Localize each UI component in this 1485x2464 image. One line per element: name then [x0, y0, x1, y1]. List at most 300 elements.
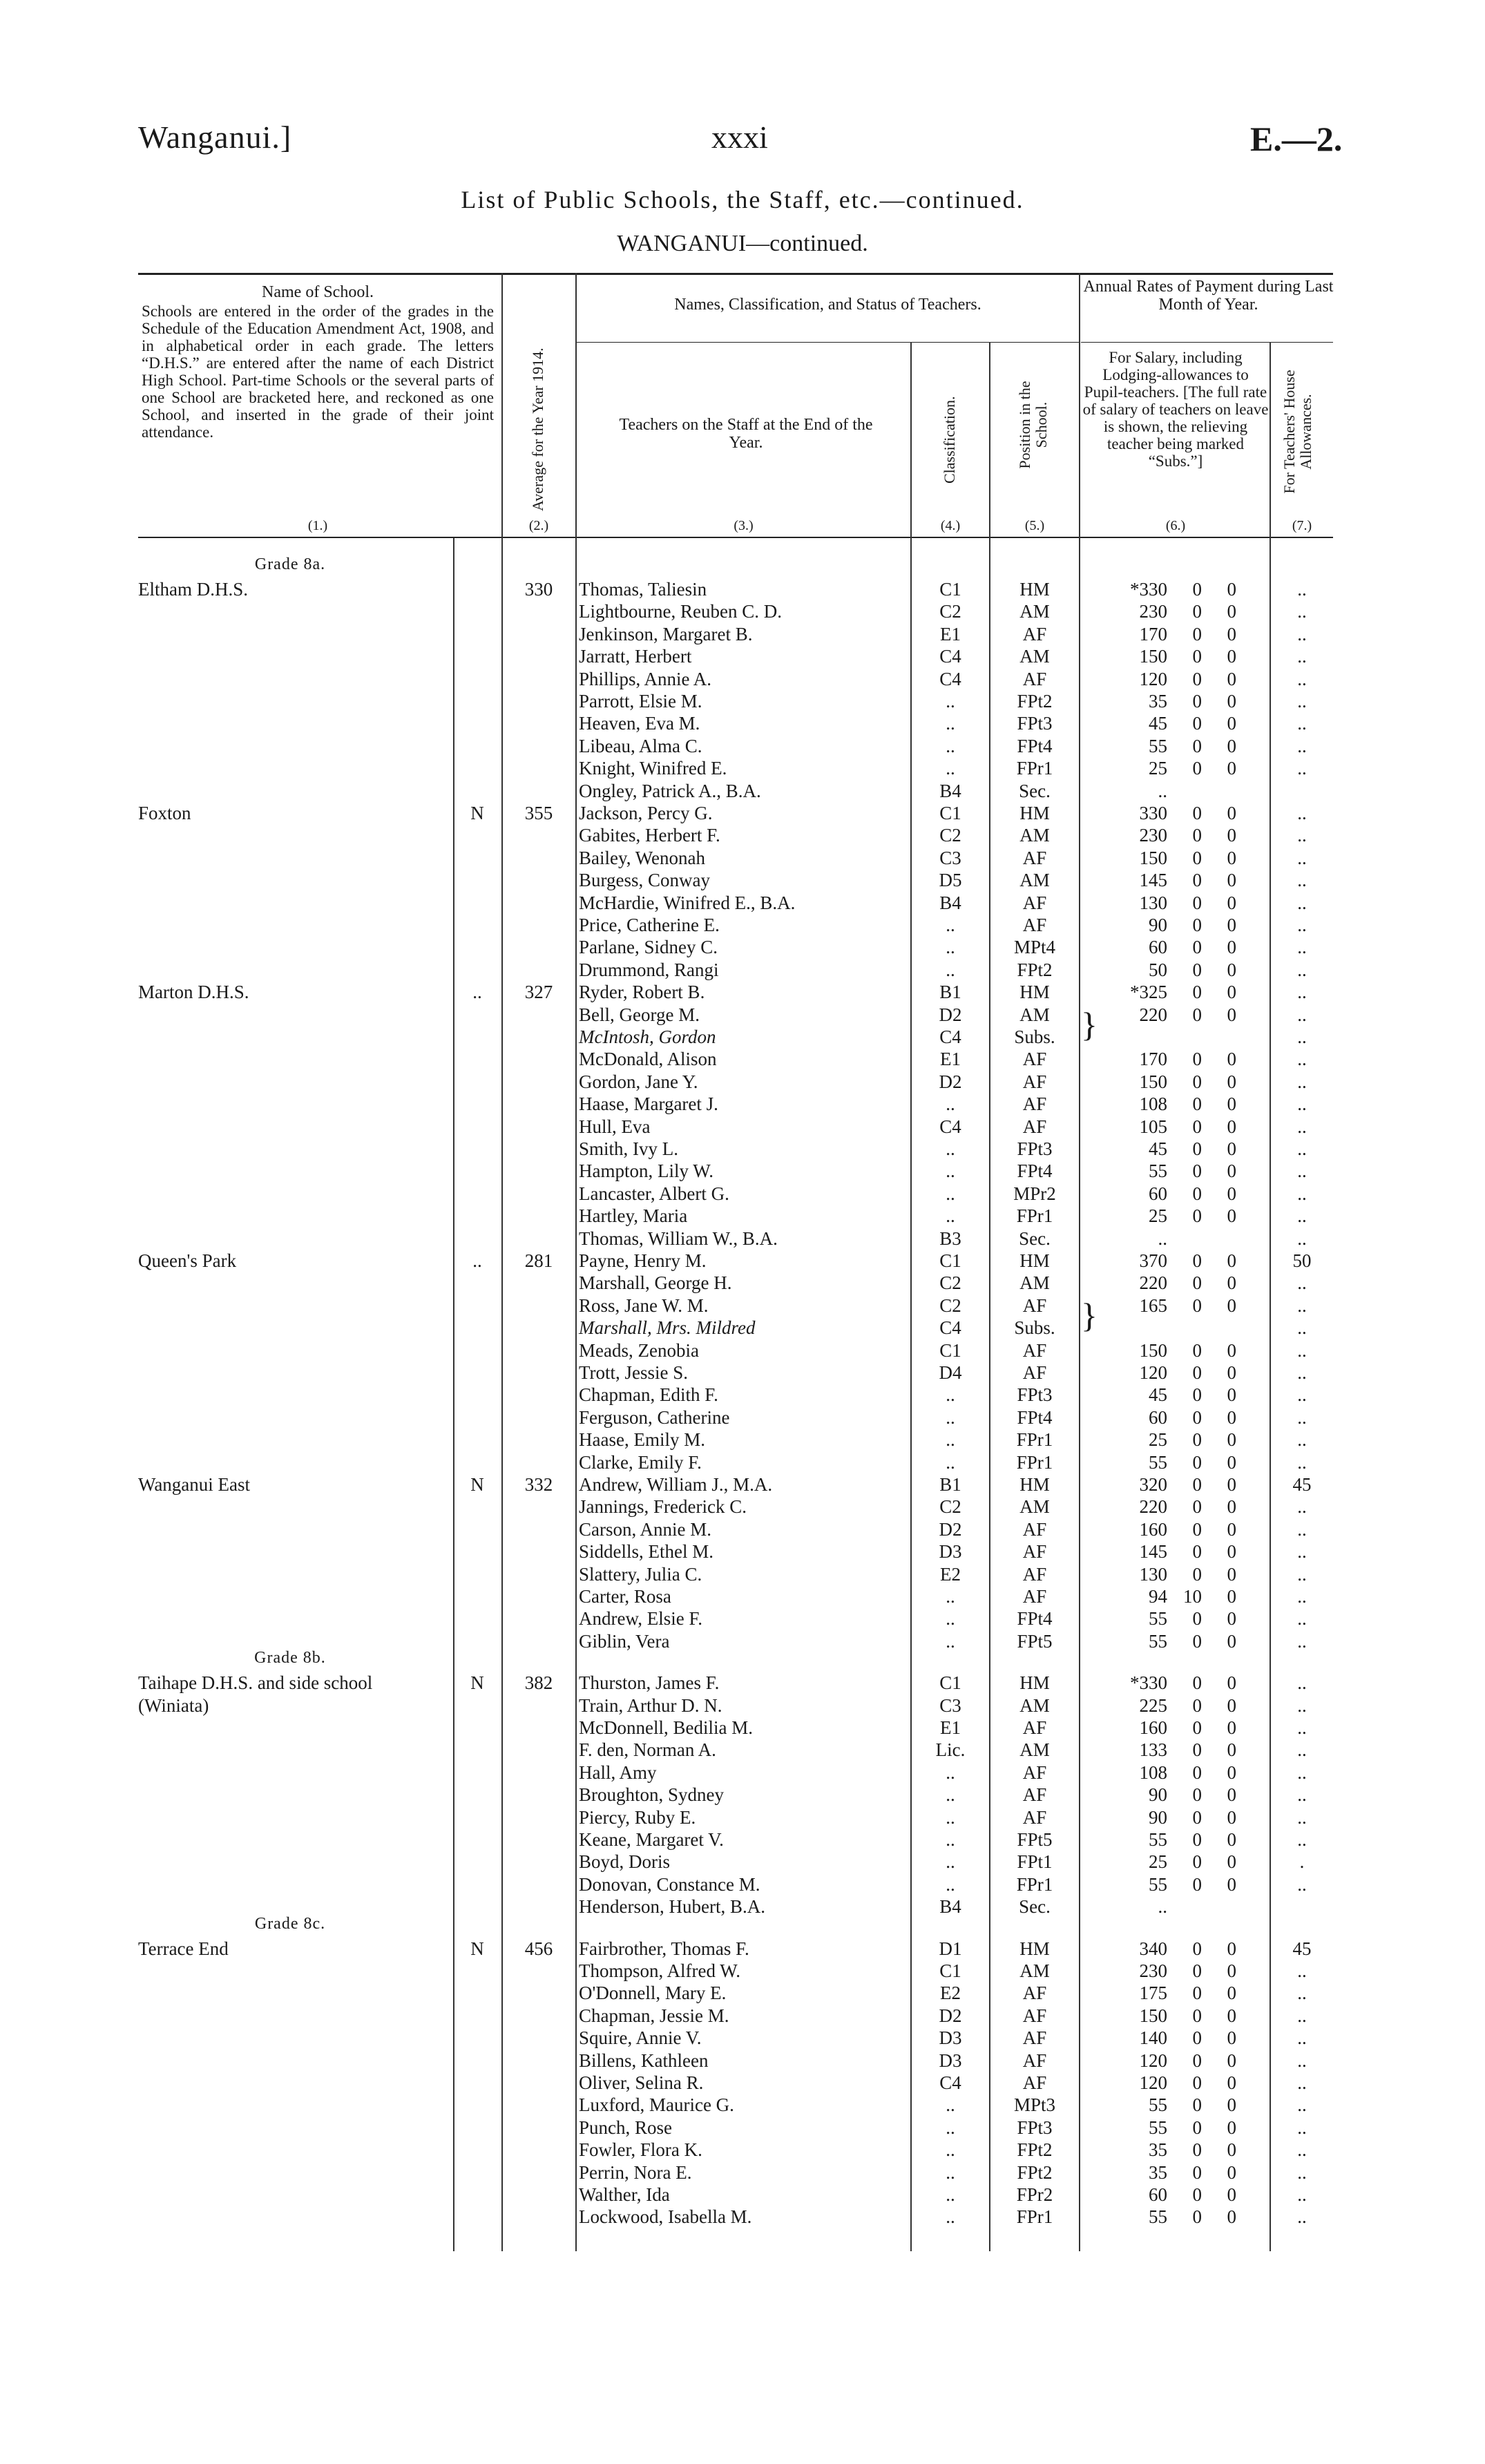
position: AM [1019, 1960, 1050, 1981]
col3-number: (3.) [734, 518, 754, 533]
salary-shillings: 0 [1192, 1496, 1202, 1518]
teacher-name: Hull, Eva [579, 1116, 651, 1137]
classification: B1 [939, 1474, 961, 1495]
teacher-name: F. den, Norman A. [579, 1739, 716, 1761]
school-mark: N [470, 1672, 484, 1694]
col1-number: (1.) [307, 518, 328, 533]
page-title: List of Public Schools, the Staff, etc.—continued. [461, 186, 1024, 213]
house-allowance: .. [1297, 2094, 1307, 2116]
house-allowance: .. [1297, 959, 1307, 980]
salary-pounds: 35 [1149, 2139, 1167, 2161]
house-allowance: .. [1297, 870, 1307, 891]
position: AF [1022, 1518, 1047, 1540]
classification: .. [946, 2117, 955, 2138]
classification: .. [946, 1784, 955, 1806]
house-allowance: .. [1297, 2050, 1307, 2071]
teacher-name: Lancaster, Albert G. [579, 1183, 729, 1204]
salary-pence: 0 [1227, 1541, 1236, 1563]
salary-pence: 0 [1227, 2094, 1236, 2116]
salary-shillings: 0 [1192, 1161, 1202, 1182]
position: FPr1 [1016, 1873, 1053, 1895]
salary-shillings: 0 [1192, 2161, 1202, 2183]
salary-shillings: 0 [1192, 1362, 1202, 1383]
salary-shillings: 0 [1192, 691, 1202, 711]
school-mark: N [470, 1938, 484, 1959]
classification: D2 [939, 2005, 962, 2026]
position: AF [1022, 915, 1047, 935]
classification: D1 [939, 1938, 962, 1959]
col2-number: (2.) [528, 518, 549, 533]
page-number: xxxi [711, 120, 768, 155]
classification: E2 [940, 1563, 961, 1585]
salary-pounds: 230 [1139, 1960, 1167, 1981]
position: FPt3 [1017, 1384, 1053, 1406]
school-name: Wanganui East [138, 1474, 251, 1495]
position: AM [1019, 870, 1050, 891]
salary-pounds: 55 [1149, 1161, 1167, 1182]
house-allowance: .. [1297, 1829, 1307, 1850]
teacher-name: Clarke, Emily F. [579, 1451, 702, 1473]
teacher-name: Train, Arthur D. N. [579, 1694, 722, 1716]
house-allowance: .. [1297, 1272, 1307, 1294]
salary-shillings: 0 [1192, 2094, 1202, 2116]
salary-shillings: 0 [1192, 937, 1202, 958]
salary-pounds: *325 [1130, 982, 1167, 1003]
house-allowance: .. [1297, 2161, 1307, 2183]
teacher-name: Smith, Ivy L. [579, 1138, 679, 1159]
salary-shillings: 0 [1192, 1406, 1202, 1428]
position: FPt2 [1017, 959, 1053, 980]
house-allowance: .. [1297, 2072, 1307, 2093]
salary-shillings: 0 [1192, 1938, 1202, 1959]
salary-pence: 0 [1227, 1829, 1236, 1850]
classification: .. [946, 1161, 955, 1182]
position: FPt4 [1017, 1161, 1053, 1182]
salary-pounds: 160 [1139, 1518, 1167, 1540]
salary-pounds: 130 [1139, 892, 1167, 913]
salary-shillings: 0 [1192, 1672, 1202, 1694]
teacher-name: Piercy, Ruby E. [579, 1806, 696, 1828]
classification: .. [946, 1406, 955, 1428]
position: AM [1019, 825, 1050, 846]
classification: .. [946, 1873, 955, 1895]
salary-pounds: 150 [1139, 1071, 1167, 1092]
classification: B4 [939, 892, 961, 913]
teacher-name: Boyd, Doris [579, 1851, 671, 1873]
teacher-name: Parrott, Elsie M. [579, 691, 702, 711]
salary-pounds: 175 [1139, 1983, 1167, 2004]
classification: C1 [939, 1250, 961, 1271]
salary-shillings: 0 [1192, 1960, 1202, 1981]
teacher-name: McHardie, Winifred E., B.A. [579, 892, 796, 913]
position: MPr2 [1013, 1183, 1056, 1204]
teacher-name: Andrew, Elsie F. [579, 1608, 703, 1630]
salary-pence: 0 [1227, 1496, 1236, 1518]
house-allowance: .. [1297, 579, 1307, 600]
teacher-name: Knight, Winifred E. [579, 758, 727, 779]
salary-shillings: 0 [1192, 1739, 1202, 1761]
salary-shillings: 0 [1192, 1983, 1202, 2004]
salary-shillings: 0 [1192, 1250, 1202, 1271]
house-allowance: . [1299, 1851, 1305, 1873]
salary-pence: 0 [1227, 2072, 1236, 2093]
col7-number: (7.) [1292, 518, 1312, 533]
salary-pence: 0 [1227, 1717, 1236, 1738]
house-allowance: .. [1297, 1563, 1307, 1585]
school-mark: N [470, 1474, 484, 1495]
house-allowance: .. [1297, 601, 1307, 622]
salary-shillings: 0 [1192, 2050, 1202, 2071]
salary-pence: 0 [1227, 1586, 1236, 1607]
position: AF [1022, 1093, 1047, 1115]
teacher-name: Marshall, George H. [579, 1272, 732, 1294]
salary-pence: 0 [1227, 1406, 1236, 1428]
house-allowance: .. [1297, 1451, 1307, 1473]
position: AF [1022, 1071, 1047, 1092]
classification: .. [946, 1205, 955, 1227]
classification: E1 [940, 1049, 961, 1070]
position: AM [1019, 601, 1050, 622]
salary-pounds: 90 [1149, 915, 1167, 935]
salary-pence: 0 [1227, 1339, 1236, 1361]
salary-shillings: 0 [1192, 1608, 1202, 1630]
head-col-divider [1079, 273, 1080, 538]
grade-heading: Grade 8b. [254, 1649, 326, 1668]
salary-shillings: 0 [1192, 2184, 1202, 2205]
salary-shillings: 0 [1192, 735, 1202, 756]
head-col-divider [910, 342, 912, 538]
table-top-rule [138, 273, 1333, 275]
salary-shillings: 0 [1192, 1093, 1202, 1115]
salary-pence: 0 [1227, 646, 1236, 667]
position: AM [1019, 1694, 1050, 1716]
col7-heading: For Teachers' House Allowances. [1281, 370, 1314, 494]
position: AM [1019, 1004, 1050, 1025]
classification: C3 [939, 847, 961, 868]
classification: C4 [939, 1026, 961, 1047]
col4-number: (4.) [940, 518, 961, 533]
position: AF [1022, 847, 1047, 868]
salary-pence: 0 [1227, 1608, 1236, 1630]
position: AM [1019, 1739, 1050, 1761]
salary-shillings: 0 [1192, 847, 1202, 868]
salary-pounds: 55 [1149, 1829, 1167, 1850]
salary-pounds: 150 [1139, 646, 1167, 667]
shared-salary-brace: } [1081, 1004, 1098, 1044]
salary-pence: 0 [1227, 1761, 1236, 1783]
house-allowance: .. [1297, 1339, 1307, 1361]
salary-pence: 0 [1227, 713, 1236, 734]
house-allowance: .. [1297, 1672, 1307, 1694]
salary-pounds: .. [1158, 1228, 1167, 1249]
salary-shillings: 0 [1192, 623, 1202, 644]
salary-shillings: 0 [1192, 803, 1202, 823]
house-allowance: .. [1297, 1295, 1307, 1316]
salary-pounds: 120 [1139, 2072, 1167, 2093]
school-name: Marton D.H.S. [138, 982, 249, 1003]
salary-pence: 0 [1227, 1938, 1236, 1959]
salary-pounds: 120 [1139, 1362, 1167, 1383]
position: HM [1019, 1250, 1050, 1271]
position: FPt3 [1017, 2117, 1053, 2138]
head-col-divider [1270, 342, 1271, 538]
teacher-name: Giblin, Vera [579, 1630, 670, 1652]
salary-pence: 0 [1227, 2027, 1236, 2049]
average-attendance: 456 [524, 1938, 553, 1959]
salary-pence: 0 [1227, 2005, 1236, 2026]
classification: C1 [939, 1339, 961, 1361]
house-allowance: .. [1297, 1138, 1307, 1159]
house-allowance: .. [1297, 2117, 1307, 2138]
classification: C1 [939, 579, 961, 600]
teacher-name: Chapman, Jessie M. [579, 2005, 729, 2026]
classification: .. [946, 1851, 955, 1873]
salary-pence: 0 [1227, 1474, 1236, 1495]
classification: .. [946, 713, 955, 734]
salary-pounds: 55 [1149, 2117, 1167, 2138]
teacher-name: Burgess, Conway [579, 870, 711, 891]
house-allowance: .. [1297, 1496, 1307, 1518]
house-allowance: .. [1297, 735, 1307, 756]
school-mark: N [470, 803, 484, 823]
salary-pounds: 170 [1139, 1049, 1167, 1070]
position: AF [1022, 2005, 1047, 2026]
teacher-name: Squire, Annie V. [579, 2027, 702, 2049]
average-attendance: 281 [524, 1250, 553, 1271]
position: FPr2 [1016, 2184, 1053, 2205]
salary-pence: 0 [1227, 870, 1236, 891]
salary-shillings: 0 [1192, 1784, 1202, 1806]
salary-pounds: 220 [1139, 1272, 1167, 1294]
salary-shillings: 0 [1192, 2072, 1202, 2093]
salary-shillings: 0 [1192, 2027, 1202, 2049]
house-allowance: .. [1297, 1960, 1307, 1981]
position: Sec. [1019, 780, 1051, 801]
position: AM [1019, 646, 1050, 667]
salary-shillings: 0 [1192, 646, 1202, 667]
salary-pence: 0 [1227, 1093, 1236, 1115]
teacher-name: Bailey, Wenonah [579, 847, 706, 868]
body-col-divider [989, 538, 990, 2251]
col2-heading: Average for the Year 1914. [529, 347, 546, 511]
position: AF [1022, 1761, 1047, 1783]
classification: .. [946, 2161, 955, 2183]
teacher-name: Thurston, James F. [579, 1672, 720, 1694]
salary-pounds: 225 [1139, 1694, 1167, 1716]
salary-pounds: 160 [1139, 1717, 1167, 1738]
classification: C2 [939, 825, 961, 846]
teacher-name: Jarratt, Herbert [579, 646, 692, 667]
house-allowance: .. [1297, 1026, 1307, 1047]
salary-pence: 0 [1227, 2184, 1236, 2205]
salary-pounds: 330 [1139, 803, 1167, 823]
classification: .. [946, 2206, 955, 2228]
salary-pounds: *330 [1130, 1672, 1167, 1694]
classification: .. [946, 1138, 955, 1159]
position: AF [1022, 623, 1047, 644]
position: AF [1022, 2027, 1047, 2049]
house-allowance: .. [1297, 646, 1307, 667]
salary-pounds: 55 [1149, 1451, 1167, 1473]
salary-pence: 0 [1227, 1384, 1236, 1406]
house-allowance: .. [1297, 1694, 1307, 1716]
salary-pounds: 94 [1149, 1586, 1167, 1607]
salary-pounds: 45 [1149, 1138, 1167, 1159]
body-col-divider [910, 538, 912, 2251]
position: AF [1022, 2072, 1047, 2093]
col5-number: (5.) [1024, 518, 1045, 533]
salary-shillings: 0 [1192, 601, 1202, 622]
salary-shillings: 0 [1192, 1138, 1202, 1159]
salary-pence: 0 [1227, 1049, 1236, 1070]
house-allowance: .. [1297, 937, 1307, 958]
salary-shillings: 0 [1192, 1518, 1202, 1540]
teacher-name: Hampton, Lily W. [579, 1161, 713, 1182]
house-allowance: .. [1297, 1608, 1307, 1630]
salary-pence: 0 [1227, 937, 1236, 958]
salary-shillings: 0 [1192, 1339, 1202, 1361]
salary-pence: 0 [1227, 1873, 1236, 1895]
average-attendance: 327 [524, 982, 553, 1003]
house-allowance: .. [1297, 1983, 1307, 2004]
house-allowance: .. [1297, 1630, 1307, 1652]
salary-shillings: 0 [1192, 1004, 1202, 1025]
salary-shillings: 0 [1192, 668, 1202, 689]
teacher-name: Henderson, Hubert, B.A. [579, 1896, 765, 1918]
salary-pence: 0 [1227, 1429, 1236, 1451]
school-name: Terrace End [138, 1938, 229, 1959]
position: AF [1022, 1586, 1047, 1607]
position: FPr1 [1016, 1429, 1053, 1451]
teacher-name: Hartley, Maria [579, 1205, 688, 1227]
school-name: Queen's Park [138, 1250, 237, 1271]
teacher-name: Price, Catherine E. [579, 915, 720, 935]
salary-pounds: 90 [1149, 1784, 1167, 1806]
salary-pounds: 50 [1149, 959, 1167, 980]
salary-pence: 0 [1227, 803, 1236, 823]
position: FPt5 [1017, 1630, 1053, 1652]
col1-title: Name of School. [262, 283, 374, 301]
house-allowance: .. [1297, 1518, 1307, 1540]
salary-pounds: 55 [1149, 1873, 1167, 1895]
teacher-name: McIntosh, Gordon [579, 1026, 716, 1047]
position: Sec. [1019, 1896, 1051, 1918]
house-allowance: .. [1297, 803, 1307, 823]
school-name: Foxton [138, 803, 191, 823]
salary-shillings: 0 [1192, 915, 1202, 935]
salary-shillings: 0 [1192, 1829, 1202, 1850]
running-head-left: Wanganui.] [138, 120, 292, 155]
classification: C4 [939, 646, 961, 667]
house-allowance: .. [1297, 1761, 1307, 1783]
grade-heading: Grade 8a. [254, 555, 326, 573]
salary-pounds: 170 [1139, 623, 1167, 644]
teacher-name: Siddells, Ethel M. [579, 1541, 713, 1563]
classification: C4 [939, 668, 961, 689]
position: HM [1019, 1474, 1050, 1495]
school-name-continued: (Winiata) [138, 1694, 209, 1716]
house-allowance: .. [1297, 1228, 1307, 1249]
salary-pounds: 55 [1149, 1630, 1167, 1652]
classification: .. [946, 691, 955, 711]
salary-shillings: 0 [1192, 959, 1202, 980]
classification: .. [946, 1429, 955, 1451]
teacher-name: Haase, Emily M. [579, 1429, 705, 1451]
position: FPt2 [1017, 2139, 1053, 2161]
house-allowance: .. [1297, 915, 1307, 935]
teacher-name: Gordon, Jane Y. [579, 1071, 698, 1092]
salary-pounds: 35 [1149, 2161, 1167, 2183]
salary-pounds: 340 [1139, 1938, 1167, 1959]
position: HM [1019, 1672, 1050, 1694]
salary-pence: 0 [1227, 1806, 1236, 1828]
classification: .. [946, 1829, 955, 1850]
salary-pence: 0 [1227, 1295, 1236, 1316]
document-code: E.—2. [1250, 120, 1343, 158]
salary-pounds: 60 [1149, 937, 1167, 958]
salary-shillings: 10 [1183, 1586, 1202, 1607]
grade-heading: Grade 8c. [254, 1914, 326, 1933]
salary-shillings: 0 [1192, 2139, 1202, 2161]
position: AF [1022, 2050, 1047, 2071]
page-subtitle: WANGANUI—continued. [617, 231, 868, 256]
house-allowance: .. [1297, 1116, 1307, 1137]
position: AF [1022, 1541, 1047, 1563]
teachers-subrule [577, 342, 1079, 343]
classification: C2 [939, 1272, 961, 1294]
salary-pence: 0 [1227, 2139, 1236, 2161]
house-allowance: .. [1297, 1541, 1307, 1563]
position: HM [1019, 579, 1050, 600]
teacher-name: Drummond, Rangi [579, 959, 719, 980]
salary-pounds: 25 [1149, 1851, 1167, 1873]
position: FPt4 [1017, 1406, 1053, 1428]
salary-pence: 0 [1227, 2117, 1236, 2138]
teacher-name: Walther, Ida [579, 2184, 670, 2205]
salary-pounds: 45 [1149, 1384, 1167, 1406]
teacher-name: Thompson, Alfred W. [579, 1960, 740, 1981]
teachers-group-heading: Names, Classification, and Status of Teachers. [674, 296, 981, 314]
position: AF [1022, 1339, 1047, 1361]
salary-pence: 0 [1227, 579, 1236, 600]
average-attendance: 330 [524, 579, 553, 600]
position: MPt3 [1013, 2094, 1056, 2116]
salary-pounds: 120 [1139, 668, 1167, 689]
salary-pounds: 105 [1139, 1116, 1167, 1137]
classification: .. [946, 2184, 955, 2205]
house-allowance: .. [1297, 1739, 1307, 1761]
salary-shillings: 0 [1192, 825, 1202, 846]
salary-shillings: 0 [1192, 1541, 1202, 1563]
salary-pounds: .. [1158, 780, 1167, 801]
salary-pounds: 60 [1149, 1183, 1167, 1204]
classification: .. [946, 2094, 955, 2116]
salary-pounds: 25 [1149, 1429, 1167, 1451]
body-col-divider [453, 538, 454, 2251]
position: HM [1019, 1938, 1050, 1959]
house-allowance: .. [1297, 1004, 1307, 1025]
position: FPt3 [1017, 1138, 1053, 1159]
classification: E1 [940, 623, 961, 644]
salary-pounds: 55 [1149, 2094, 1167, 2116]
teacher-name: Ferguson, Catherine [579, 1406, 730, 1428]
salary-shillings: 0 [1192, 2117, 1202, 2138]
position: Subs. [1014, 1317, 1055, 1339]
salary-pounds: 60 [1149, 2184, 1167, 2205]
position: FPt3 [1017, 713, 1053, 734]
teacher-name: Lockwood, Isabella M. [579, 2206, 752, 2228]
house-allowance: .. [1297, 668, 1307, 689]
